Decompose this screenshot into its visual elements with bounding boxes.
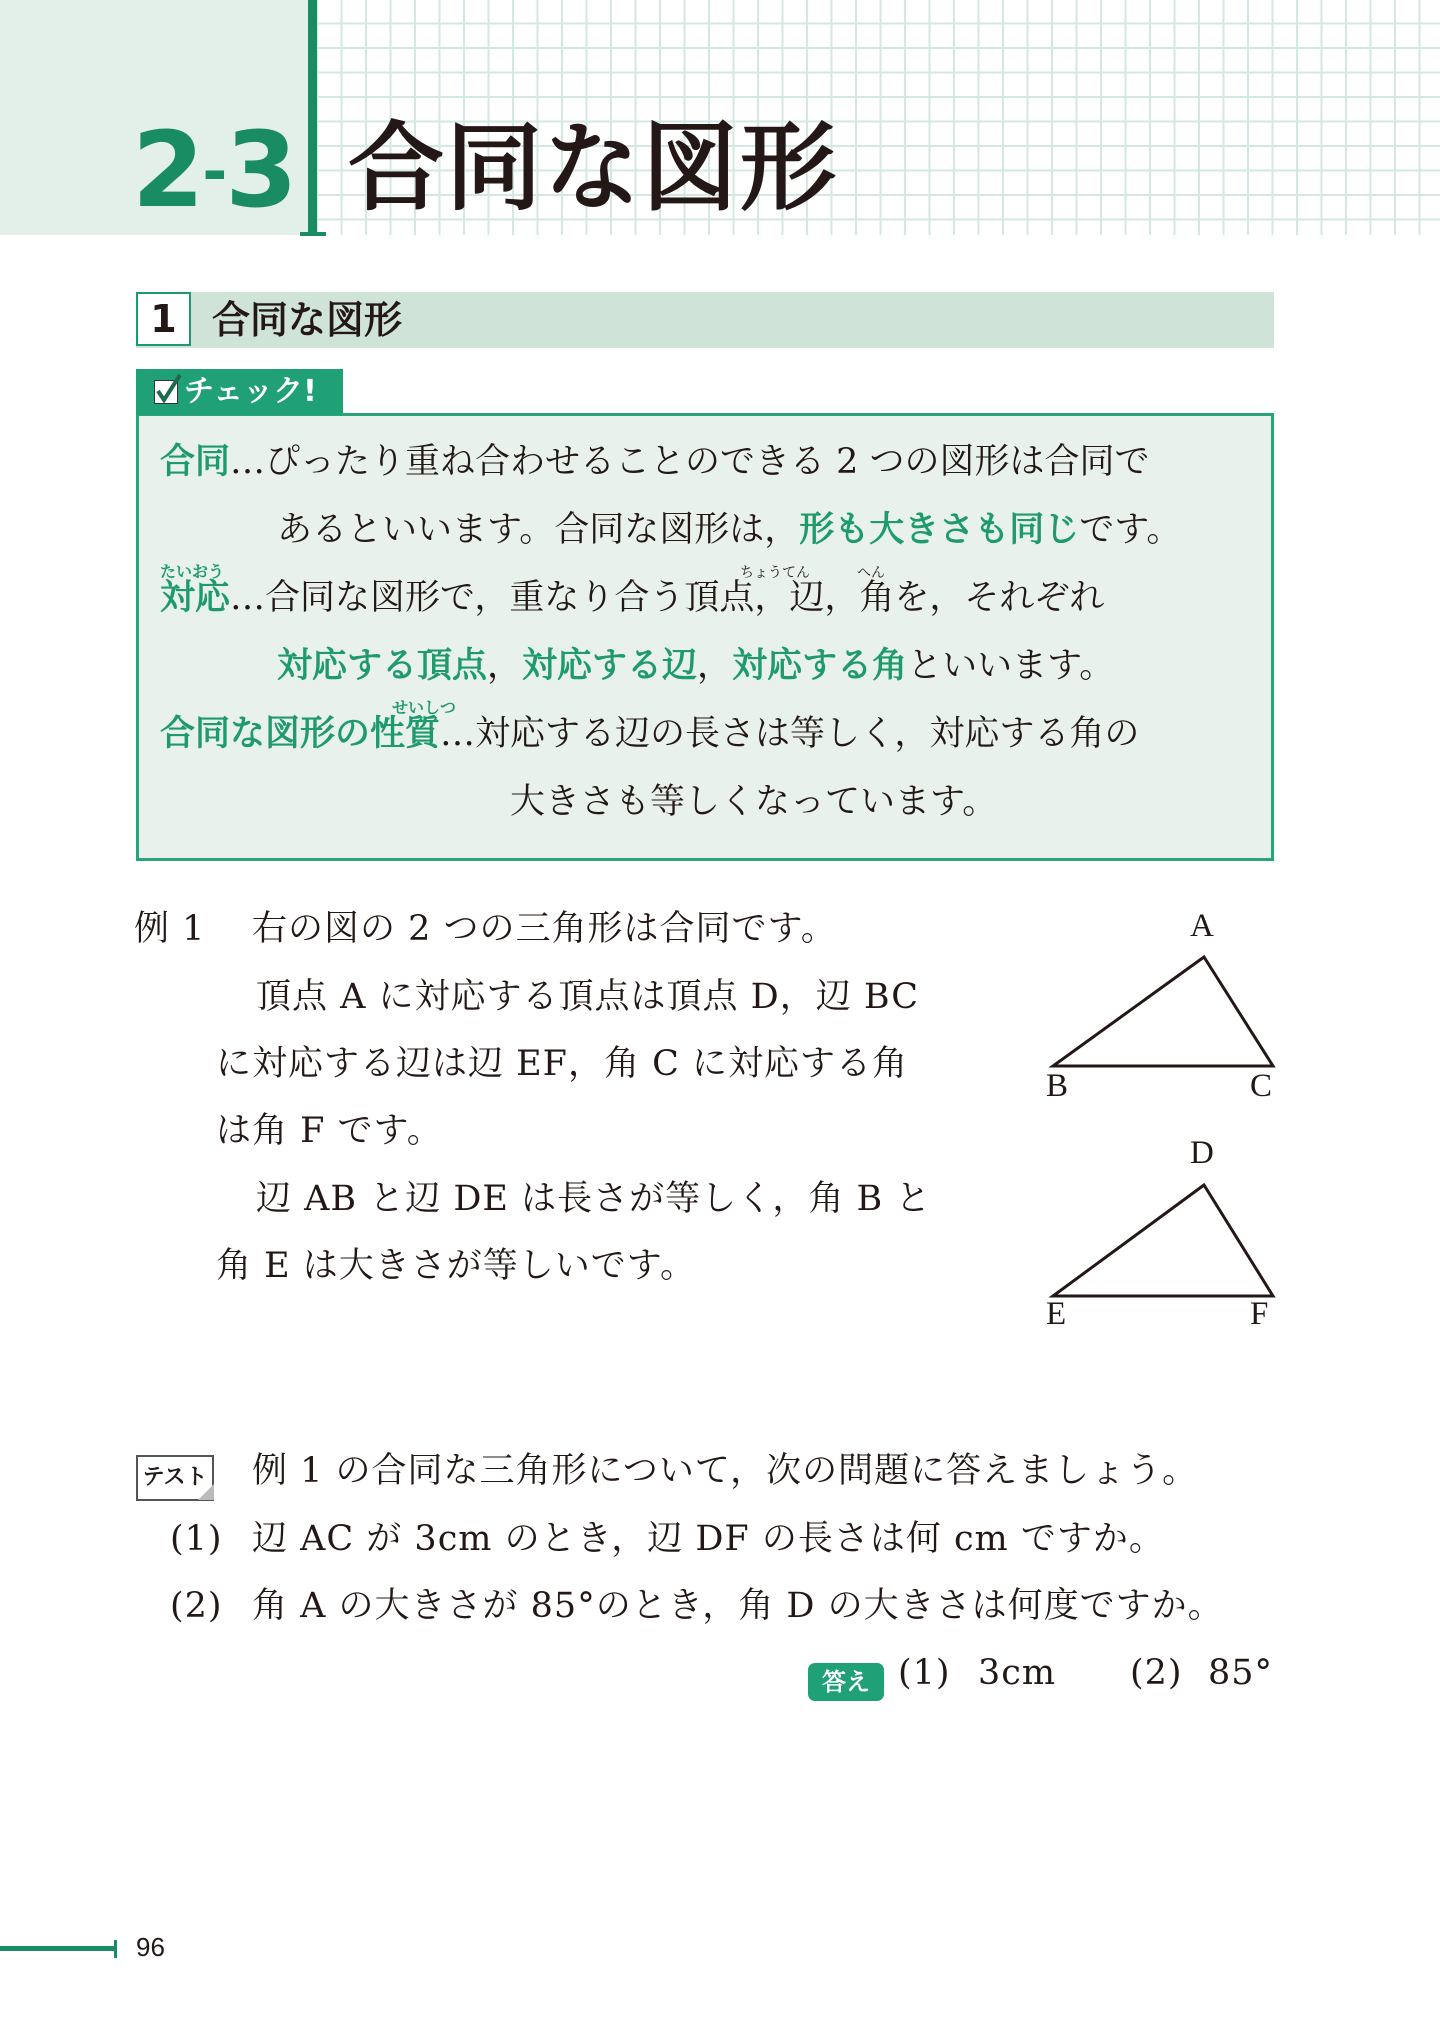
definition-text: …対応する辺の長さは等しく，対応する角の: [440, 714, 1140, 754]
number-dash: -: [202, 137, 224, 207]
ruby-seishitsu: せいしつ: [392, 698, 457, 717]
example-line: に対応する辺は辺 EF，角 C に対応する角: [216, 1044, 908, 1084]
vertex-label-f: F: [1250, 1296, 1269, 1332]
section-title: 合同な図形: [212, 298, 403, 342]
example-label: 例 1: [134, 909, 206, 949]
separator: ，: [487, 646, 523, 686]
definition-text: といいます。: [907, 646, 1115, 686]
emphasis-text: 対応する辺: [522, 646, 698, 686]
chapter-number: 2: [132, 109, 201, 231]
term-goudou: 合同: [160, 442, 231, 482]
example-line: 角 E は大きさが等しいです。: [216, 1246, 697, 1286]
separator: ，: [697, 646, 733, 686]
definition-text: 大きさも等しくなっています。: [510, 782, 998, 822]
triangle-def: [1053, 1185, 1273, 1296]
vertex-label-c: C: [1250, 1068, 1273, 1104]
page-title: 合同な図形: [348, 112, 838, 224]
definition-text: …ぴったり重ね合わせることのできる 2 つの図形は合同で: [230, 442, 1150, 482]
example-line: 辺 AB と辺 DE は長さが等しく，角 B と: [256, 1179, 932, 1219]
page-number: 96: [136, 1932, 165, 1962]
answer-value: 3cm: [978, 1653, 1057, 1693]
ruby-chouten: ちょうてん: [740, 565, 810, 581]
test-tag: テスト: [136, 1455, 214, 1501]
answer-value: 85°: [1208, 1653, 1274, 1693]
question-text: 角 A の大きさが 85°のとき，角 D の大きさは何度ですか。: [252, 1586, 1224, 1626]
emphasis-text: 対応する角: [732, 646, 908, 686]
triangle-abc: [1053, 957, 1273, 1066]
answer-number: (2): [1130, 1653, 1183, 1693]
answer-number: (1): [898, 1653, 951, 1693]
question-number: (1): [170, 1519, 223, 1559]
ruby-hen: へん: [857, 565, 885, 581]
section-number: 3: [225, 109, 294, 231]
check-label: チェック!: [184, 374, 317, 409]
vertex-label-b: B: [1046, 1068, 1069, 1104]
footer-rule: [0, 1946, 116, 1951]
definition-text: あるといいます。合同な図形は，: [277, 510, 800, 550]
question-number: (2): [170, 1586, 223, 1626]
emphasis-text: 対応する頂点: [277, 646, 488, 686]
definition-text: です。: [1079, 510, 1182, 550]
footer-rule-tick: [114, 1940, 117, 1958]
definition-text: …合同な図形で，重なり合う頂点，辺，角を，それぞれ: [230, 578, 1105, 618]
vertex-label-e: E: [1046, 1296, 1067, 1332]
vertex-label-a: A: [1190, 908, 1214, 944]
example-line: は角 F です。: [216, 1111, 443, 1151]
answer-tag: 答え: [808, 1663, 884, 1701]
example-line: 頂点 A に対応する頂点は頂点 D，辺 BC: [256, 977, 919, 1017]
section-number-box: 1: [136, 292, 191, 346]
example-line: 右の図の 2 つの三角形は合同です。: [252, 909, 837, 949]
emphasis-text: 形も大きさも同じ: [799, 510, 1080, 550]
ruby-taiou: たいおう: [160, 562, 225, 581]
question-text: 辺 AC が 3cm のとき，辺 DF の長さは何 cm ですか。: [252, 1519, 1165, 1559]
test-tag-fold: [198, 1484, 214, 1500]
vertex-label-d: D: [1190, 1135, 1214, 1171]
term-properties: 合同な図形の性質: [160, 714, 441, 754]
term-taiou: 対応: [160, 578, 231, 618]
test-prompt: 例 1 の合同な三角形について，次の問題に答えましょう。: [252, 1451, 1199, 1491]
